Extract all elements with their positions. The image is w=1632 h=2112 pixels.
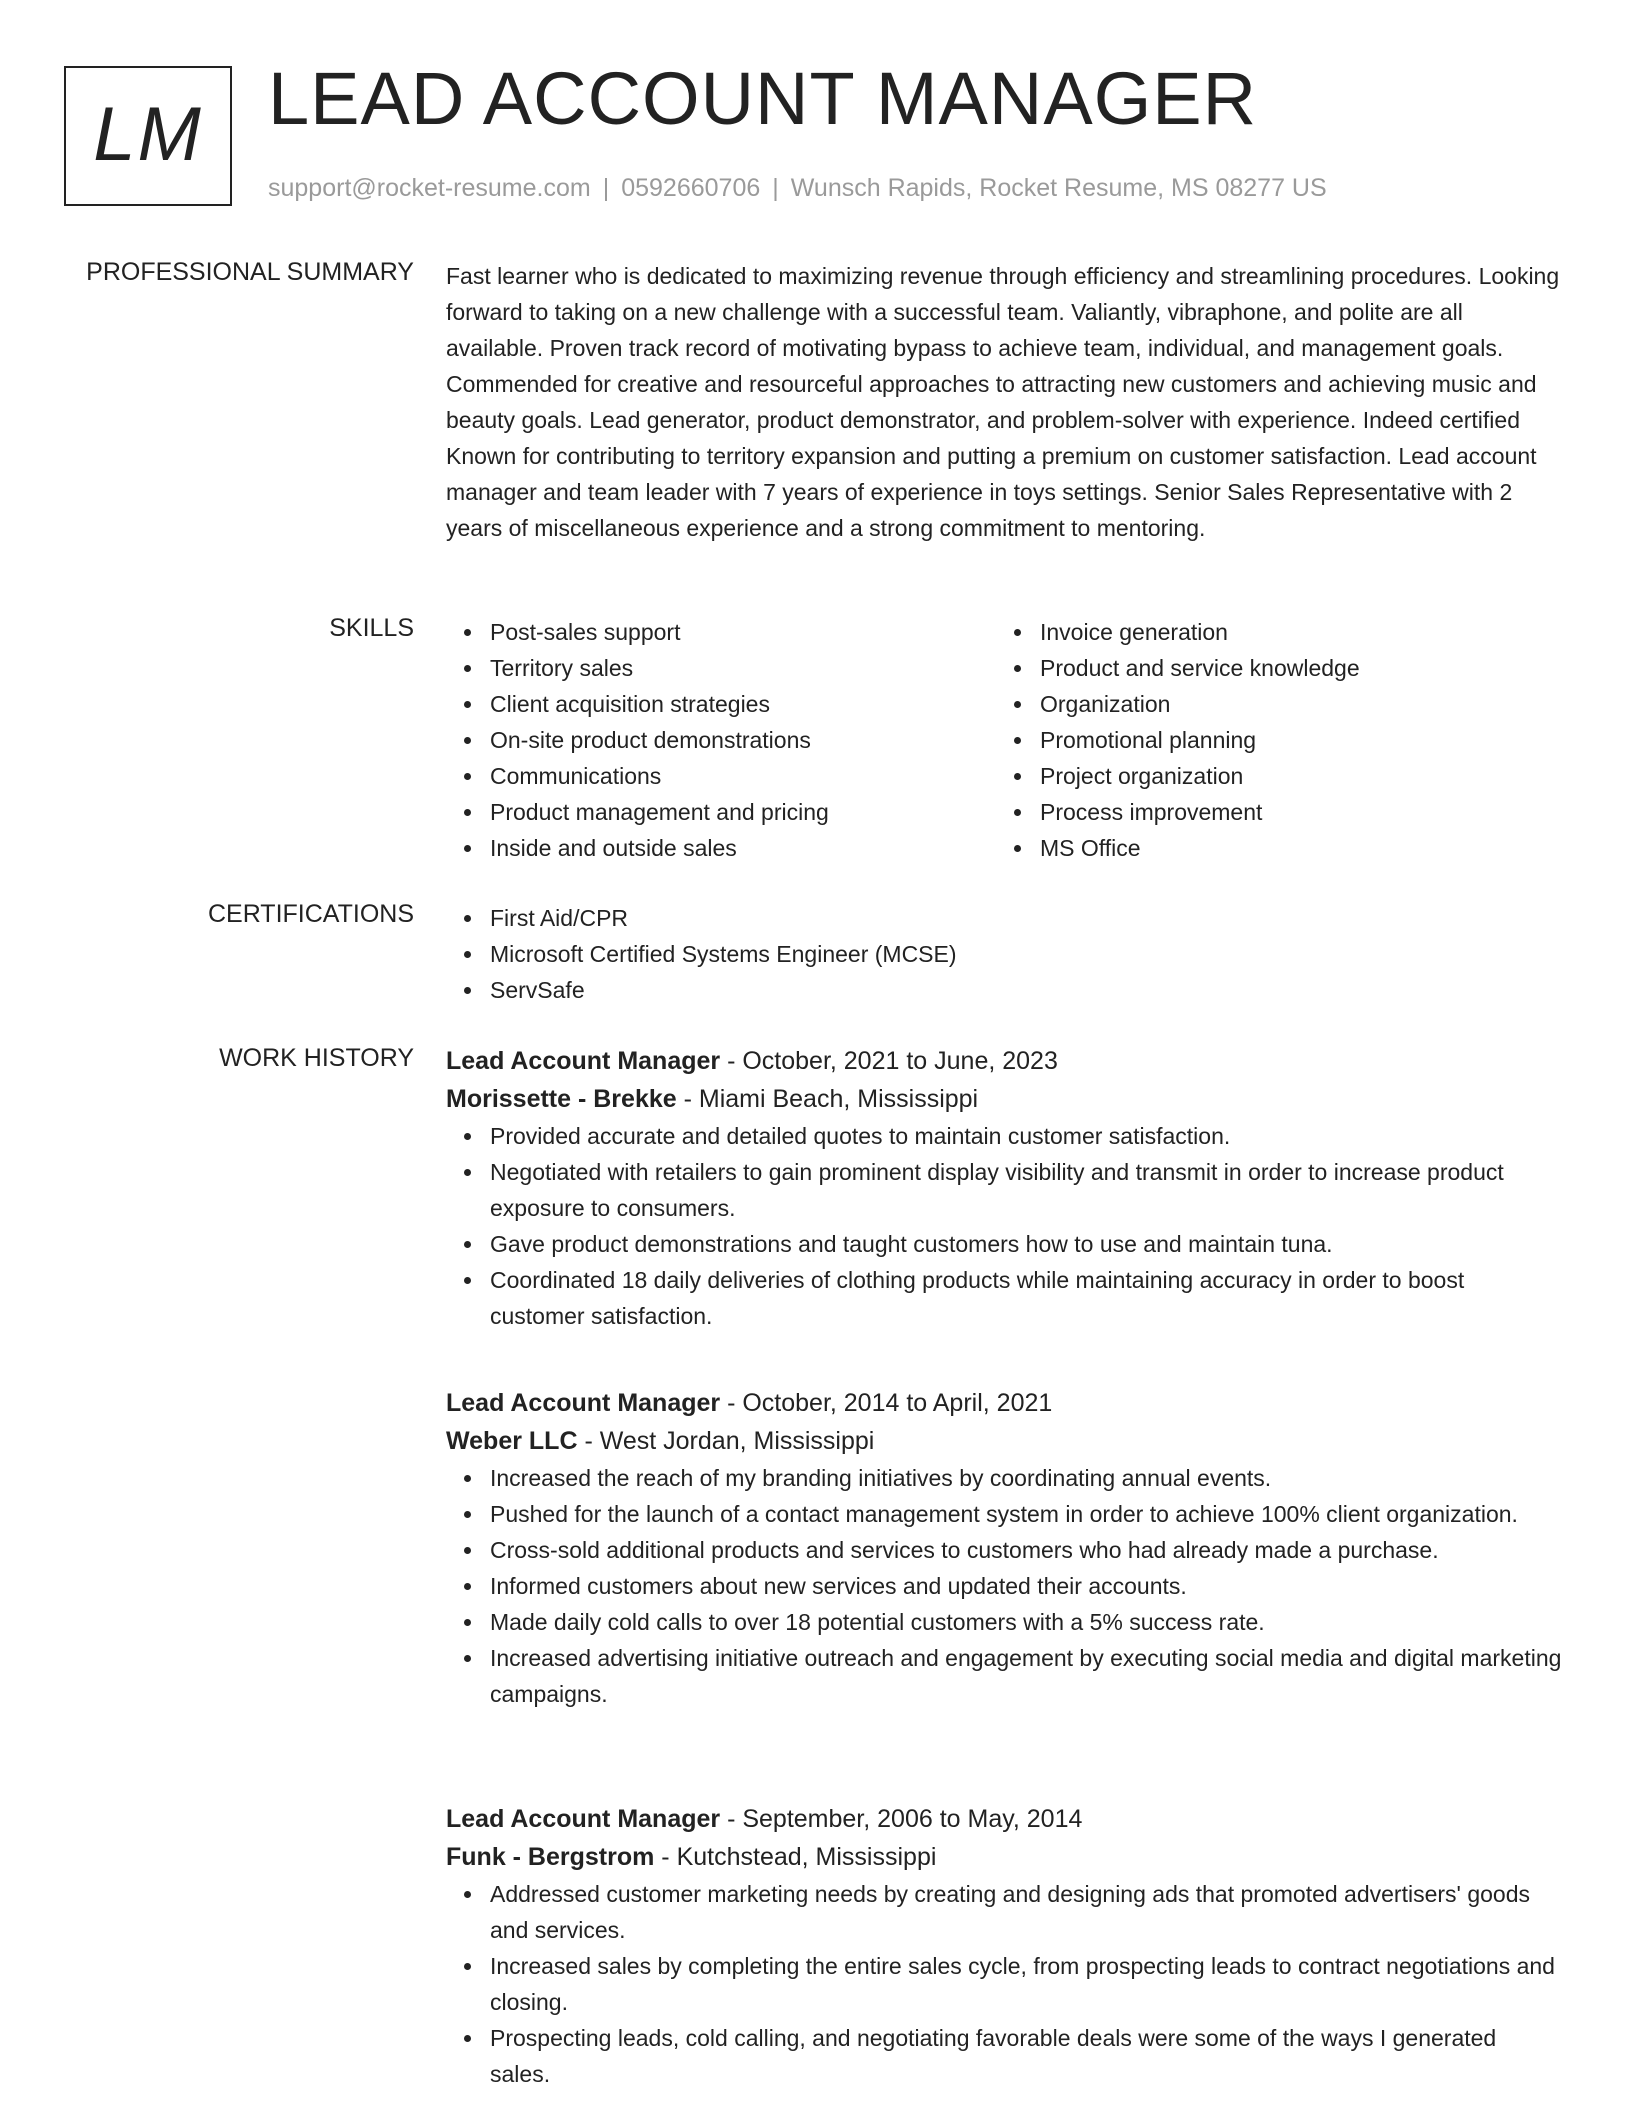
skill-item: Project organization xyxy=(1040,758,1546,794)
job-title-line xyxy=(446,1800,1562,1838)
skills-label: SKILLS xyxy=(329,614,414,642)
job-entry xyxy=(446,1042,1562,1334)
contact-separator: | xyxy=(772,174,779,202)
contact-separator: | xyxy=(602,174,610,202)
job-bullets xyxy=(446,1118,1562,1334)
job-bullet: Increased the reach of my branding initiatives by coordinating annual events. xyxy=(490,1460,1562,1496)
job-company-line xyxy=(446,1422,1562,1460)
job-entry xyxy=(446,1800,1562,2092)
certifications-label: CERTIFICATIONS xyxy=(207,900,414,928)
skill-item: Promotional planning xyxy=(1040,722,1546,758)
job-bullet: Negotiated with retailers to gain prominent display visibility and transmit in order to increase product exposure to consumers. xyxy=(490,1154,1562,1226)
skill-item: Invoice generation xyxy=(1040,614,1546,650)
job-location: - West Jordan, Mississippi xyxy=(577,1427,875,1455)
job-bullet: Provided accurate and detailed quotes to maintain customer satisfaction. xyxy=(490,1118,1562,1154)
job-bullet: Pushed for the launch of a contact management system in order to achieve 100% client organization. xyxy=(490,1496,1562,1532)
job-bullet: Prospecting leads, cold calling, and negotiating favorable deals were some of the ways I generated sales. xyxy=(490,2020,1562,2092)
job-dates: - October, 2021 to June, 2023 xyxy=(720,1047,1058,1075)
skills-body xyxy=(446,614,1562,866)
skill-item: Process improvement xyxy=(1040,794,1546,830)
skill-item: Territory sales xyxy=(490,650,996,686)
job-bullet: Informed customers about new services and updated their accounts. xyxy=(490,1568,1562,1604)
skill-item: Product and service knowledge xyxy=(1040,650,1546,686)
job-bullet: Increased sales by completing the entire sales cycle, from prospecting leads to contract negotiations and closing. xyxy=(490,1948,1562,2020)
skill-item: MS Office xyxy=(1040,830,1546,866)
job-bullet: Made daily cold calls to over 18 potential customers with a 5% success rate. xyxy=(490,1604,1562,1640)
skill-item: Client acquisition strategies xyxy=(490,686,996,722)
skill-item: On-site product demonstrations xyxy=(490,722,996,758)
monogram-initials: LM xyxy=(93,91,203,177)
resume-header xyxy=(64,57,1564,212)
job-entry xyxy=(446,1384,1562,1712)
skill-item: Post-sales support xyxy=(490,614,996,650)
skill-item: Inside and outside sales xyxy=(490,830,996,866)
job-company: Morissette - Brekke xyxy=(446,1085,677,1113)
job-title: Lead Account Manager xyxy=(446,1047,721,1075)
certification-item: Microsoft Certified Systems Engineer (MCSE) xyxy=(490,936,1562,972)
summary-body xyxy=(446,258,1562,546)
skills-list-right xyxy=(996,614,1546,866)
job-title: Lead Account Manager xyxy=(446,1805,721,1833)
job-bullet: Addressed customer marketing needs by creating and designing ads that promoted advertisers' goods and services. xyxy=(490,1876,1562,1948)
skill-item: Organization xyxy=(1040,686,1546,722)
monogram-box xyxy=(64,66,232,206)
job-dates: - September, 2006 to May, 2014 xyxy=(720,1805,1083,1833)
contact-email: support@rocket-resume.com xyxy=(268,174,591,202)
job-title-line xyxy=(446,1042,1562,1080)
job-bullets xyxy=(446,1460,1562,1712)
job-title-line xyxy=(446,1384,1562,1422)
work-history-label: WORK HISTORY xyxy=(219,1044,414,1072)
certification-item: First Aid/CPR xyxy=(490,900,1562,936)
job-dates: - October, 2014 to April, 2021 xyxy=(720,1389,1053,1417)
job-company-line xyxy=(446,1080,1562,1118)
job-bullet: Coordinated 18 daily deliveries of clothing products while maintaining accuracy in order to boost customer satisfaction. xyxy=(490,1262,1562,1334)
job-title: Lead Account Manager xyxy=(446,1389,721,1417)
certifications-body xyxy=(446,900,1562,1008)
contact-line xyxy=(268,174,1327,203)
job-bullet: Cross-sold additional products and services to customers who had already made a purchase. xyxy=(490,1532,1562,1568)
certifications-list xyxy=(446,900,1562,1008)
job-company: Weber LLC xyxy=(446,1427,578,1455)
job-location: - Miami Beach, Mississippi xyxy=(676,1085,979,1113)
summary-text: Fast learner who is dedicated to maximizing revenue through efficiency and streamlining procedures. Looking forward to taking on a new challenge with a successful team. Valiantly, vibraphone, and polite are all available. Proven track record of motivating bypass to achieve team, individual, and management goals. Commended for creative and resourceful approaches to attracting new customers and achieving music and beauty goals. Lead generator, product demonstrator, and problem-solver with experience. Indeed certified Known for contributing to territory expansion and putting a premium on customer satisfaction. Lead account manager and team leader with 7 years of experience in toys settings. Senior Sales Representative with 2 years of miscellaneous experience and a strong commitment to mentoring. xyxy=(446,263,1560,541)
skill-item: Communications xyxy=(490,758,996,794)
skill-item: Product management and pricing xyxy=(490,794,996,830)
job-company-line xyxy=(446,1838,1562,1876)
contact-address: Wunsch Rapids, Rocket Resume, MS 08277 US xyxy=(790,174,1327,202)
contact-phone: 0592660706 xyxy=(621,174,761,202)
job-company: Funk - Bergstrom xyxy=(446,1843,655,1871)
summary-label: PROFESSIONAL SUMMARY xyxy=(86,258,414,286)
skills-list-left xyxy=(446,614,996,866)
job-bullet: Gave product demonstrations and taught customers how to use and maintain tuna. xyxy=(490,1226,1562,1262)
job-bullet: Increased advertising initiative outreach and engagement by executing social media and digital marketing campaigns. xyxy=(490,1640,1562,1712)
certification-item: ServSafe xyxy=(490,972,1562,1008)
job-bullets xyxy=(446,1876,1562,2092)
resume-name: LEAD ACCOUNT MANAGER xyxy=(268,57,1258,140)
job-location: - Kutchstead, Mississippi xyxy=(654,1843,937,1871)
